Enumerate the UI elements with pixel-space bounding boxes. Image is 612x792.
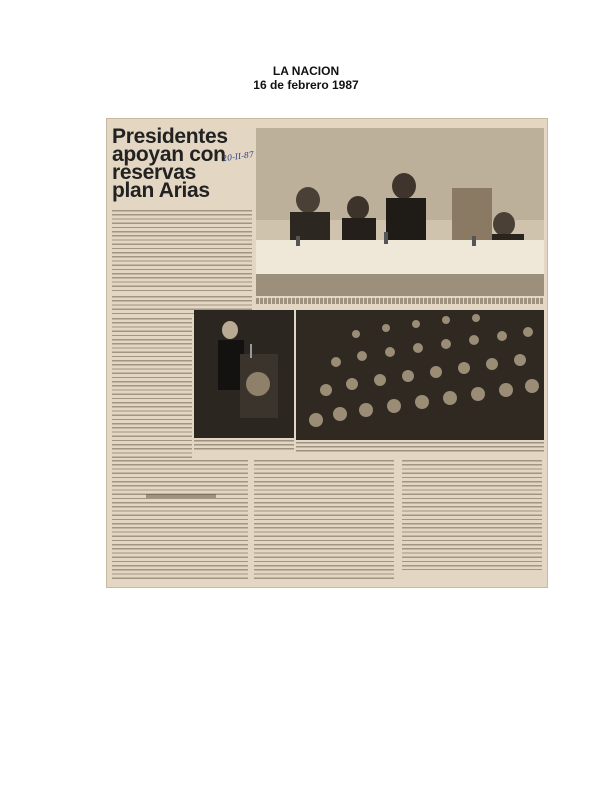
article-headline: [112, 125, 260, 202]
headline-line-3: reservas: [112, 161, 197, 184]
article-intro-text: [112, 210, 252, 292]
top-photo-caption: [256, 298, 544, 304]
presidents-table-photo: [256, 128, 544, 296]
headline-line-2: apoyan con: [112, 143, 226, 166]
speaker-photo-caption: [194, 440, 294, 450]
publication-date: 16 de febrero 1987: [253, 78, 359, 92]
article-column-3: [402, 460, 542, 570]
audience-photo-caption: [296, 442, 544, 452]
newspaper-clipping: [106, 118, 548, 588]
newspaper-name: LA NACION: [272, 64, 340, 78]
speaker-podium-photo: [194, 310, 294, 438]
article-column-1b: [112, 318, 192, 458]
article-column-1-lower: [112, 460, 248, 582]
handwritten-date-note: 20-II-87: [221, 149, 255, 164]
headline-line-1: Presidentes: [112, 125, 228, 148]
article-subheading: [146, 494, 216, 498]
audience-photo: [296, 310, 544, 440]
article-column-2: [254, 460, 394, 582]
headline-line-4: plan Arias: [112, 179, 210, 202]
